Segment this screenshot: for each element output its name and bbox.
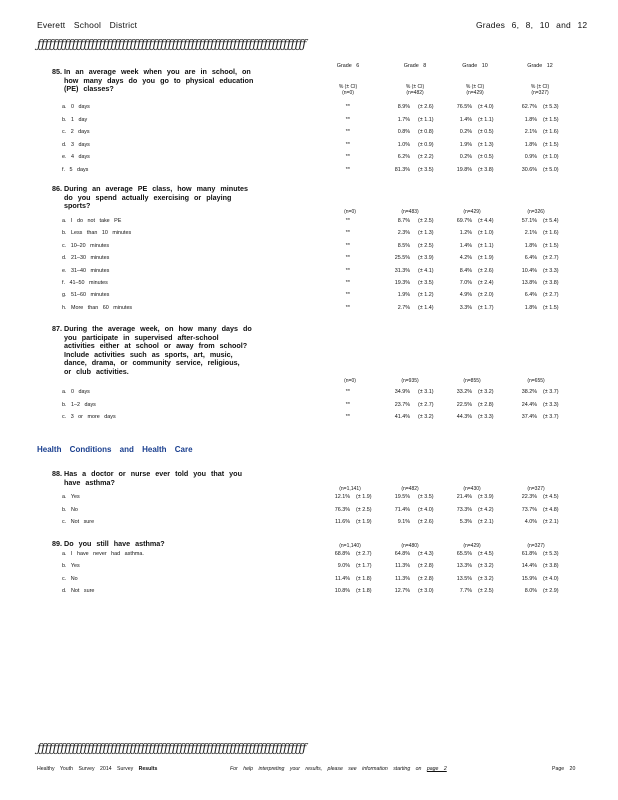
percent-value: 7.7% — [459, 588, 472, 595]
percent-value: 7.0% — [459, 280, 472, 286]
confidence-interval: (± 3.3) — [478, 414, 494, 421]
percent-value: 21.4% — [456, 494, 472, 500]
percent-value: 11.4% — [335, 575, 350, 582]
confidence-interval: (± 3.2) — [478, 575, 494, 582]
percent-value: 4.0% — [524, 519, 537, 526]
percent-value: 2.1% — [524, 230, 537, 237]
question-text-line: activities either at school or away from school? — [64, 341, 248, 351]
confidence-interval: (± 1.7) — [478, 304, 494, 311]
percent-value: 19.3% — [394, 280, 410, 286]
sample-size: (n=0) — [344, 378, 356, 384]
percent-value: 1.8% — [524, 141, 537, 148]
sample-size-row — [0, 486, 618, 494]
answer-label: d. 21–30 minutes — [62, 255, 110, 262]
district-name: Everett School District — [37, 20, 138, 30]
question-text-line: Include activities such as sports, art, music, — [64, 349, 233, 359]
confidence-interval: (± 0.8) — [418, 129, 434, 135]
percent-value: 1.7% — [397, 116, 410, 123]
percent-value: 2.7% — [397, 304, 410, 311]
percent-value: 1.4% — [459, 116, 472, 123]
confidence-interval: (± 1.1) — [418, 116, 434, 123]
confidence-interval: (± 5.4) — [543, 218, 559, 224]
percent-value: 1.8% — [524, 304, 537, 311]
confidence-interval: (± 2.1) — [478, 519, 494, 526]
percent-value: 68.8% — [334, 551, 350, 557]
percent-value: 0.9% — [524, 154, 537, 160]
confidence-interval: (± 2.6) — [418, 519, 434, 526]
footer-help — [230, 766, 447, 772]
confidence-interval: (± 2.4) — [478, 280, 494, 286]
confidence-interval: (± 1.5) — [543, 116, 559, 123]
confidence-interval: (± 3.8) — [478, 166, 494, 173]
answer-row — [0, 507, 618, 517]
percent-value: 73.7% — [521, 506, 537, 513]
confidence-interval: (± 4.4) — [478, 218, 494, 224]
answer-row — [0, 167, 618, 177]
percent-value: 34.9% — [394, 389, 410, 395]
confidence-interval: (± 3.9) — [478, 494, 494, 500]
confidence-interval: (± 1.3) — [418, 230, 434, 237]
confidence-interval: (± 1.3) — [478, 141, 494, 148]
percent-value: ** — [345, 267, 350, 274]
percent-value: 6.4% — [524, 255, 537, 262]
confidence-interval: (± 2.1) — [543, 519, 559, 526]
confidence-interval: (± 4.0) — [418, 506, 434, 513]
question-number: 87. — [52, 324, 62, 333]
confidence-interval: (± 1.5) — [543, 304, 559, 311]
answer-label: c. Not sure — [62, 519, 95, 526]
percent-value: 12.7% — [394, 588, 410, 595]
question-text-line: do you spend actually exercising or playing — [64, 192, 232, 202]
footer-page-link[interactable]: page 2 — [426, 766, 447, 772]
answer-row — [0, 154, 618, 164]
question-text-line: sports? — [64, 201, 91, 211]
answer-label: b. No — [62, 506, 78, 513]
answer-label: g. 51–60 minutes — [62, 292, 110, 299]
answer-row — [0, 402, 618, 412]
col-grade-8: Grade 8 — [403, 63, 427, 69]
confidence-interval: (± 1.9) — [356, 494, 372, 500]
confidence-interval: (± 3.8) — [543, 280, 559, 286]
confidence-interval: (± 3.3) — [543, 267, 559, 274]
percent-value: 10.8% — [334, 588, 350, 595]
answer-row — [0, 129, 618, 139]
confidence-interval: (± 1.6) — [543, 129, 559, 135]
percent-value: 19.8% — [456, 166, 472, 173]
confidence-interval: (± 4.0) — [543, 575, 559, 582]
answer-row — [0, 280, 618, 290]
answer-row — [0, 268, 618, 278]
percent-value: ** — [345, 129, 350, 135]
percent-value: 1.4% — [459, 242, 472, 249]
question-text-line: 88. Has a doctor or nurse ever told you that you — [52, 469, 242, 478]
percent-value: ** — [345, 280, 350, 286]
answer-row — [0, 117, 618, 127]
answer-label: a. I do not take PE — [62, 218, 122, 224]
confidence-interval: (± 3.2) — [478, 389, 494, 395]
question-text-line: 87. During the average week, on how many days do — [52, 324, 252, 333]
answer-label: b. 1–2 days — [62, 401, 96, 408]
top-divider: ƒƒƒƒƒƒƒƒƒƒƒƒƒƒƒƒƒƒƒƒƒƒƒƒƒƒƒƒƒƒƒƒƒƒƒƒƒƒƒƒƒƒƒƒƒƒƒƒƒƒƒƒƒƒƒƒƒƒƒƒƒƒƒƒƒƒƒƒƒƒ — [37, 37, 306, 51]
percent-value: 14.4% — [521, 563, 537, 570]
footer-help-text: For help interpreting your results, please see information starting on — [230, 766, 422, 772]
sample-size: (n=327) — [527, 486, 545, 492]
confidence-interval: (± 0.5) — [478, 154, 494, 160]
col-stat-6: % (± CI) — [338, 84, 358, 90]
confidence-interval: (± 1.2) — [418, 292, 434, 299]
confidence-interval: (± 2.7) — [356, 551, 372, 557]
answer-row — [0, 551, 618, 561]
percent-value: 38.2% — [521, 389, 537, 395]
sample-size-row — [0, 378, 618, 386]
confidence-interval: (± 2.6) — [478, 267, 494, 274]
question-86 — [52, 185, 248, 211]
confidence-interval: (± 1.5) — [543, 141, 559, 148]
percent-value: ** — [345, 255, 350, 262]
percent-value: 57.1% — [521, 218, 537, 224]
percent-value: 8.4% — [459, 267, 472, 274]
answer-label: e. 4 days — [62, 154, 90, 160]
section-title: Health Conditions and Health Care — [37, 445, 193, 454]
question-text-line: 86. During an average PE class, how many minutes — [52, 184, 248, 193]
confidence-interval: (± 2.7) — [418, 401, 434, 408]
percent-value: 31.3% — [394, 267, 410, 274]
percent-value: 9.0% — [337, 563, 350, 570]
answer-row — [0, 588, 618, 598]
answer-row — [0, 142, 618, 152]
sample-size: (n=935) — [401, 378, 419, 384]
answer-label: a. I have never had asthma. — [62, 551, 144, 557]
col-n-6: (n=0) — [342, 90, 354, 96]
percent-value: 8.0% — [524, 588, 537, 595]
percent-value: 73.3% — [456, 506, 472, 513]
question-text-line: 89. Do you still have asthma? — [52, 539, 165, 548]
sample-size: (n=430) — [463, 486, 481, 492]
percent-value: 25.5% — [394, 255, 410, 262]
question-text-line: dance, drama, or community service, religious, — [64, 358, 240, 368]
page-number: Page 20 — [552, 766, 576, 772]
confidence-interval: (± 3.7) — [543, 389, 559, 395]
percent-value: 1.0% — [397, 141, 410, 148]
question-number: 86. — [52, 184, 62, 193]
confidence-interval: (± 3.7) — [543, 414, 559, 421]
confidence-interval: (± 2.0) — [478, 292, 494, 299]
percent-value: 4.2% — [459, 255, 472, 262]
percent-value: 13.3% — [456, 563, 472, 570]
footer-survey-results: Results — [138, 766, 158, 772]
question-87 — [52, 325, 252, 377]
answer-label: c. 10–20 minutes — [62, 242, 110, 249]
answer-row — [0, 243, 618, 253]
percent-value: ** — [345, 104, 350, 110]
col-grade-10: Grade 10 — [462, 63, 488, 69]
col-stat-12: % (± CI) — [530, 84, 550, 90]
footer-survey-text: Healthy Youth Survey 2014 Survey — [37, 766, 134, 772]
percent-value: 41.4% — [394, 414, 410, 421]
answer-row — [0, 218, 618, 228]
percent-value: 8.5% — [397, 242, 410, 249]
percent-value: 13.8% — [521, 280, 537, 286]
percent-value: 11.3% — [395, 563, 410, 570]
percent-value: ** — [345, 389, 350, 395]
percent-value: 2.1% — [524, 129, 537, 135]
answer-row — [0, 104, 618, 114]
answer-label: c. 2 days — [62, 129, 90, 135]
confidence-interval: (± 3.1) — [418, 389, 434, 395]
answer-row — [0, 563, 618, 573]
answer-row — [0, 305, 618, 315]
percent-value: 0.2% — [459, 129, 472, 135]
answer-row — [0, 494, 618, 504]
confidence-interval: (± 1.0) — [478, 230, 494, 237]
footer-survey — [37, 766, 157, 772]
percent-value: 1.9% — [459, 141, 472, 148]
percent-value: 13.5% — [456, 575, 472, 582]
percent-value: 0.8% — [397, 129, 410, 135]
confidence-interval: (± 2.6) — [418, 104, 434, 110]
percent-value: ** — [345, 154, 350, 160]
percent-value: ** — [345, 116, 350, 123]
confidence-interval: (± 1.4) — [418, 304, 434, 311]
confidence-interval: (± 4.2) — [478, 506, 494, 513]
sample-size: (n=1,141) — [339, 486, 361, 492]
confidence-interval: (± 4.1) — [418, 267, 434, 274]
confidence-interval: (± 2.5) — [356, 506, 372, 513]
question-text-line: (PE) classes? — [64, 84, 114, 94]
answer-label: a. 0 days — [62, 389, 90, 395]
confidence-interval: (± 1.9) — [478, 255, 494, 262]
percent-value: 62.7% — [521, 104, 537, 110]
confidence-interval: (± 1.1) — [478, 242, 494, 249]
sample-size-row — [0, 209, 618, 217]
question-number: 88. — [52, 469, 62, 478]
col-stat-10: % (± CI) — [465, 84, 485, 90]
confidence-interval: (± 3.5) — [418, 166, 434, 173]
question-85 — [52, 68, 253, 94]
percent-value: 44.3% — [456, 414, 472, 421]
answer-label: d. Not sure — [62, 588, 95, 595]
confidence-interval: (± 2.7) — [543, 292, 559, 299]
answer-row — [0, 414, 618, 424]
percent-value: 22.5% — [456, 401, 472, 408]
percent-value: 81.3% — [394, 166, 410, 173]
percent-value: 19.5% — [394, 494, 410, 500]
question-88 — [52, 470, 242, 487]
confidence-interval: (± 3.8) — [543, 563, 559, 570]
sample-size: (n=482) — [401, 486, 419, 492]
percent-value: ** — [345, 292, 350, 299]
sample-size: (n=480) — [401, 543, 419, 549]
percent-value: 8.9% — [397, 104, 410, 110]
confidence-interval: (± 1.0) — [543, 154, 559, 160]
answer-row — [0, 576, 618, 586]
confidence-interval: (± 2.7) — [543, 255, 559, 262]
percent-value: ** — [345, 242, 350, 249]
confidence-interval: (± 2.8) — [418, 563, 434, 570]
confidence-interval: (± 2.8) — [478, 401, 494, 408]
sample-size-row — [0, 543, 618, 551]
percent-value: 22.3% — [521, 494, 537, 500]
grades-label: Grades 6, 8, 10 and 12 — [476, 20, 588, 30]
confidence-interval: (± 3.3) — [543, 401, 559, 408]
percent-value: ** — [345, 414, 350, 421]
percent-value: 6.2% — [397, 154, 410, 160]
confidence-interval: (± 1.5) — [543, 242, 559, 249]
percent-value: 76.5% — [456, 104, 472, 110]
confidence-interval: (± 2.5) — [478, 588, 494, 595]
percent-value: 2.3% — [397, 230, 410, 237]
percent-value: 9.1% — [397, 519, 410, 526]
percent-value: 24.4% — [521, 401, 537, 408]
question-text-line: have asthma? — [64, 477, 115, 487]
confidence-interval: (± 4.8) — [543, 506, 559, 513]
question-text-line: you participate in supervised after-school — [64, 332, 219, 342]
question-number: 89. — [52, 539, 62, 548]
confidence-interval: (± 5.0) — [543, 166, 559, 173]
answer-label: c. 3 or more days — [62, 414, 116, 421]
answer-row — [0, 292, 618, 302]
col-grade-12: Grade 12 — [527, 63, 553, 69]
sample-size: (n=655) — [527, 378, 545, 384]
answer-label: a. Yes — [62, 494, 80, 500]
col-grade-6: Grade 6 — [336, 63, 360, 69]
answer-row — [0, 255, 618, 265]
confidence-interval: (± 5.3) — [543, 551, 559, 557]
col-n-12: (n=327) — [531, 90, 549, 96]
sample-size: (n=855) — [463, 378, 481, 384]
percent-value: ** — [345, 304, 350, 311]
confidence-interval: (± 3.0) — [418, 588, 434, 595]
percent-value: 76.3% — [334, 506, 350, 513]
confidence-interval: (± 1.9) — [356, 519, 372, 526]
answer-label: b. Less than 10 minutes — [62, 230, 132, 237]
answer-row — [0, 389, 618, 399]
percent-value: 0.2% — [459, 154, 472, 160]
sample-size: (n=327) — [527, 543, 545, 549]
sample-size: (n=483) — [401, 209, 419, 215]
percent-value: 12.1% — [334, 494, 350, 500]
answer-label: a. 0 days — [62, 104, 90, 110]
confidence-interval: (± 5.3) — [543, 104, 559, 110]
confidence-interval: (± 1.6) — [543, 230, 559, 237]
col-stat-8: % (± CI) — [405, 84, 425, 90]
confidence-interval: (± 4.3) — [418, 551, 434, 557]
confidence-interval: (± 2.8) — [418, 575, 434, 582]
percent-value: ** — [345, 141, 350, 148]
percent-value: 71.4% — [394, 506, 410, 513]
confidence-interval: (± 3.5) — [418, 280, 434, 286]
confidence-interval: (± 3.2) — [418, 414, 434, 421]
col-n-8: (n=482) — [406, 90, 424, 96]
confidence-interval: (± 1.8) — [356, 588, 372, 595]
confidence-interval: (± 4.5) — [478, 551, 494, 557]
percent-value: ** — [345, 218, 350, 224]
sample-size: (n=1,140) — [339, 543, 361, 549]
confidence-interval: (± 1.7) — [356, 563, 372, 570]
answer-label: c. No — [62, 575, 78, 582]
percent-value: 6.4% — [524, 292, 537, 299]
confidence-interval: (± 2.9) — [543, 588, 559, 595]
answer-label: b. 1 day — [62, 116, 88, 123]
percent-value: 4.9% — [459, 292, 472, 299]
sample-size: (n=0) — [344, 209, 356, 215]
percent-value: 1.9% — [397, 292, 410, 299]
question-text-line: 85. In an average week when you are in school, on — [52, 67, 251, 76]
percent-value: 30.6% — [521, 166, 537, 173]
percent-value: 1.8% — [524, 116, 537, 123]
sample-size: (n=429) — [463, 209, 481, 215]
col-n-10: (n=429) — [466, 90, 484, 96]
confidence-interval: (± 2.5) — [418, 218, 434, 224]
percent-value: ** — [345, 230, 350, 237]
answer-label: f. 5 days — [62, 166, 89, 173]
confidence-interval: (± 2.2) — [418, 154, 434, 160]
percent-value: 61.8% — [521, 551, 537, 557]
answer-label: d. 3 days — [62, 141, 90, 148]
percent-value: 64.8% — [394, 551, 410, 557]
percent-value: 11.3% — [395, 575, 410, 582]
percent-value: 37.4% — [521, 414, 537, 421]
confidence-interval: (± 3.2) — [478, 563, 494, 570]
sample-size: (n=326) — [527, 209, 545, 215]
question-text-line: or club activities. — [64, 366, 129, 376]
percent-value: 33.2% — [456, 389, 472, 395]
confidence-interval: (± 1.1) — [478, 116, 494, 123]
bottom-divider: ƒƒƒƒƒƒƒƒƒƒƒƒƒƒƒƒƒƒƒƒƒƒƒƒƒƒƒƒƒƒƒƒƒƒƒƒƒƒƒƒƒƒƒƒƒƒƒƒƒƒƒƒƒƒƒƒƒƒƒƒƒƒƒƒƒƒƒƒƒƒ — [37, 741, 306, 755]
confidence-interval: (± 2.5) — [418, 242, 434, 249]
question-number: 85. — [52, 67, 62, 76]
percent-value: 69.7% — [456, 218, 472, 224]
percent-value: 1.8% — [524, 242, 537, 249]
percent-value: 11.6% — [335, 519, 350, 526]
answer-label: f. 41–50 minutes — [62, 280, 108, 286]
percent-value: 23.7% — [394, 401, 410, 408]
percent-value: 15.9% — [521, 575, 537, 582]
confidence-interval: (± 4.5) — [543, 494, 559, 500]
answer-label: e. 31–40 minutes — [62, 267, 110, 274]
percent-value: 1.2% — [459, 230, 472, 237]
answer-label: h. More than 60 minutes — [62, 304, 133, 311]
confidence-interval: (± 3.9) — [418, 255, 434, 262]
question-text-line: how many days do you go to physical education — [64, 75, 254, 85]
confidence-interval: (± 3.5) — [418, 494, 434, 500]
percent-value: ** — [345, 401, 350, 408]
confidence-interval: (± 4.0) — [478, 104, 494, 110]
percent-value: 3.3% — [459, 304, 472, 311]
confidence-interval: (± 0.9) — [418, 141, 434, 148]
answer-row — [0, 519, 618, 529]
answer-label: b. Yes — [62, 563, 80, 570]
confidence-interval: (± 0.5) — [478, 129, 494, 135]
sample-size: (n=429) — [463, 543, 481, 549]
percent-value: ** — [345, 166, 350, 173]
percent-value: 10.4% — [521, 267, 537, 274]
percent-value: 65.5% — [456, 551, 472, 557]
percent-value: 5.3% — [459, 519, 472, 526]
percent-value: 8.7% — [397, 218, 410, 224]
answer-row — [0, 230, 618, 240]
confidence-interval: (± 1.8) — [356, 575, 372, 582]
